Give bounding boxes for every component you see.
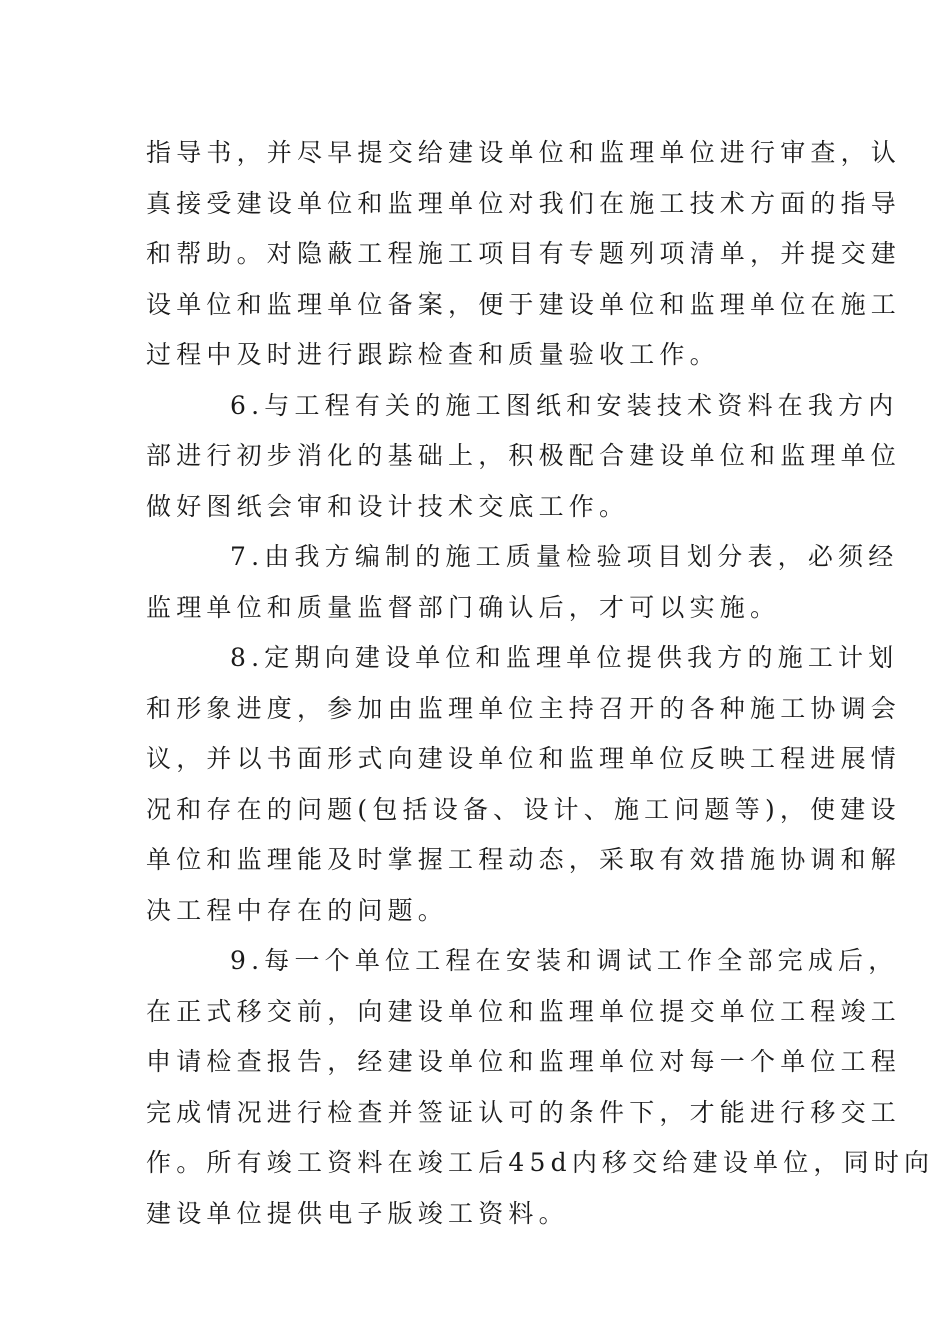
text-line: 况和存在的问题(包括设备、设计、施工问题等)，使建设 (146, 794, 901, 824)
text-line: 指导书，并尽早提交给建设单位和监理单位进行审查，认 (146, 138, 902, 167)
text-line: 做好图纸会审和设计技术交底工作。 (146, 491, 630, 521)
text-line: 在正式移交前，向建设单位和监理单位提交单位工程竣工 (146, 996, 902, 1026)
paragraph-6-start: 6.与工程有关的施工图纸和安装技术资料在我方内 (230, 390, 899, 420)
text-line: 作。所有竣工资料在竣工后45d内移交给建设单位，同时向 (146, 1148, 935, 1177)
paragraph-9-start: 9.每一个单位工程在安装和调试工作全部完成后， (230, 946, 899, 975)
text-line: 和帮助。对隐蔽工程施工项目有专题列项清单，并提交建 (146, 239, 902, 268)
text-line: 过程中及时进行跟踪检查和质量验收工作。 (146, 340, 720, 369)
text-line: 监理单位和质量监督部门确认后，才可以实施。 (146, 592, 781, 622)
text-line: 设单位和监理单位备案，便于建设单位和监理单位在施工 (146, 289, 902, 319)
paragraph-7-start: 7.由我方编制的施工质量检验项目划分表，必须经 (230, 542, 899, 571)
document-body (146, 128, 935, 1239)
text-line: 部进行初步消化的基础上，积极配合建设单位和监理单位 (146, 441, 902, 470)
text-line: 申请检查报告，经建设单位和监理单位对每一个单位工程 (146, 1047, 902, 1076)
text-line: 单位和监理能及时掌握工程动态，采取有效措施协调和解 (146, 845, 902, 874)
text-line: 建设单位提供电子版竣工资料。 (146, 1198, 569, 1228)
paragraph-8-start: 8.定期向建设单位和监理单位提供我方的施工计划 (230, 643, 899, 672)
text-line: 真接受建设单位和监理单位对我们在施工技术方面的指导 (146, 188, 902, 218)
text-line: 和形象进度，参加由监理单位主持召开的各种施工协调会 (146, 693, 902, 723)
text-line: 议，并以书面形式向建设单位和监理单位反映工程进展情 (146, 744, 902, 773)
text-line: 完成情况进行检查并签证认可的条件下，才能进行移交工 (146, 1097, 902, 1127)
text-line: 决工程中存在的问题。 (146, 895, 449, 925)
